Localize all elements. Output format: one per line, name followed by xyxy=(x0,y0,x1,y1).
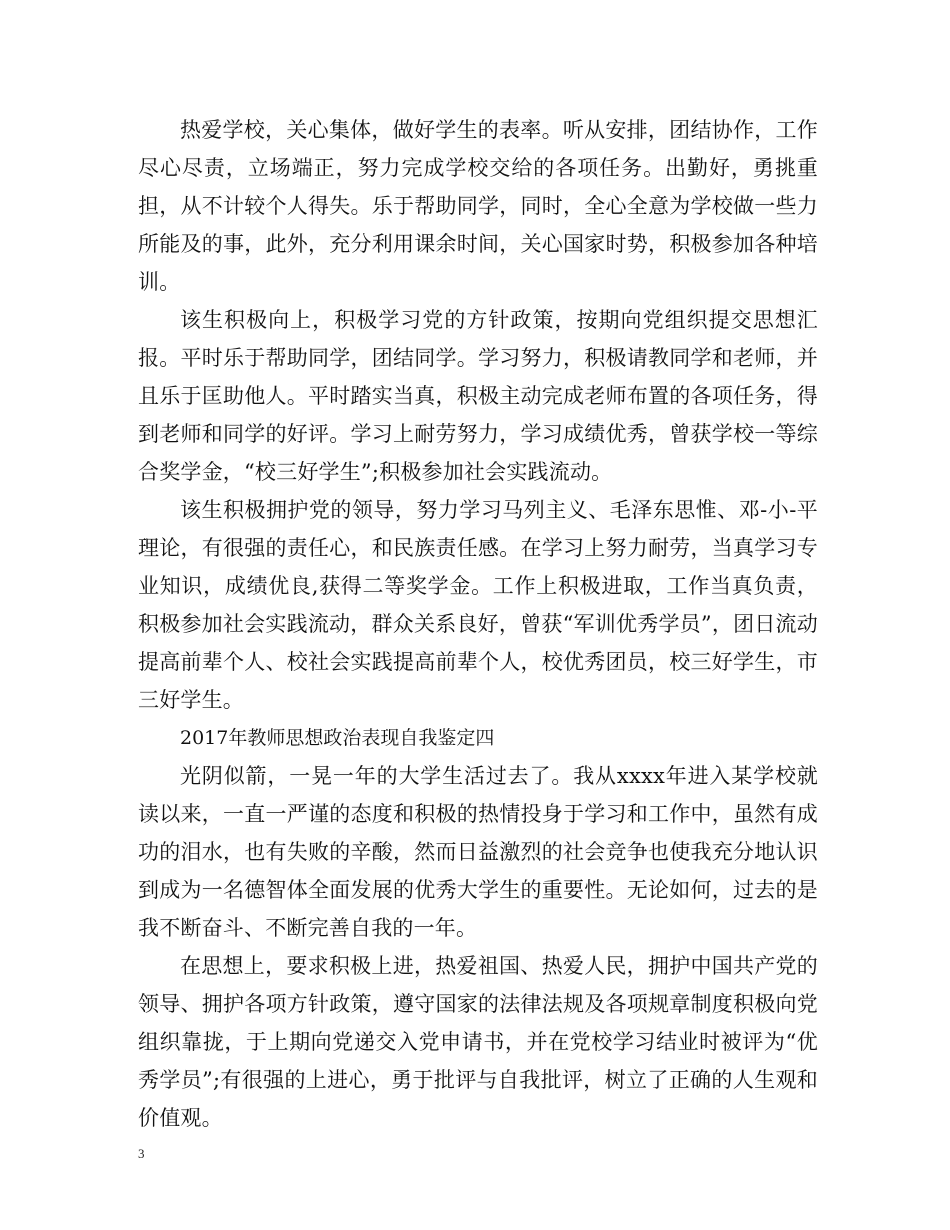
paragraph-3: 该生积极拥护党的领导，努力学习马列主义、毛泽东思惟、邓-小-平理论，有很强的责任心，和民族责任感。在学习上努力耐劳，当真学习专业知识，成绩优良,获得二等奖学金。工作上积极进取，工作当真负责，积极参加社会实践流动，群众关系良好，曾获“军训优秀学员”，团日流动提高前辈个人、校社会实践提高前辈个人，校优秀团员，校三好学生，市三好学生。 xyxy=(138,498,818,712)
paragraph-5: 在思想上，要求积极上进，热爱祖国、热爱人民，拥护中国共产党的领导、拥护各项方针政策，遵守国家的法律法规及各项规章制度积极向党组织靠拢，于上期向党递交入党申请书，并在党校学习结业时被评为“优秀学员”;有很强的上进心，勇于批评与自我批评，树立了正确的人生观和价值观。 xyxy=(138,954,818,1130)
page-number: 3 xyxy=(138,1146,145,1161)
paragraph-1: 热爱学校，关心集体，做好学生的表率。听从安排，团结协作，工作尽心尽责，立场端正，努力完成学校交给的各项任务。出勤好，勇挑重担，从不计较个人得失。乐于帮助同学，同时，全心全意为学校做一些力所能及的事，此外，充分利用课余时间，关心国家时势，积极参加各种培训。 xyxy=(138,118,818,294)
section-heading: 2017年教师思想政治表现自我鉴定四 xyxy=(180,727,495,749)
paragraph-2: 该生积极向上，积极学习党的方针政策，按期向党组织提交思想汇报。平时乐于帮助同学，团结同学。学习努力，积极请教同学和老师，并且乐于匡助他人。平时踏实当真，积极主动完成老师布置的各项任务，得到老师和同学的好评。学习上耐劳努力，学习成绩优秀，曾获学校一等综合奖学金，“校三好学生”;积极参加社会实践流动。 xyxy=(138,308,818,484)
document-body xyxy=(138,111,818,1137)
paragraph-4: 光阴似箭，一晃一年的大学生活过去了。我从xxxx年进入某学校就读以来，一直一严谨的态度和积极的热情投身于学习和工作中，虽然有成功的泪水，也有失败的辛酸，然而日益激烈的社会竞争也使我充分地认识到成为一名德智体全面发展的优秀大学生的重要性。无论如何，过去的是我不断奋斗、不断完善自我的一年。 xyxy=(138,764,818,940)
